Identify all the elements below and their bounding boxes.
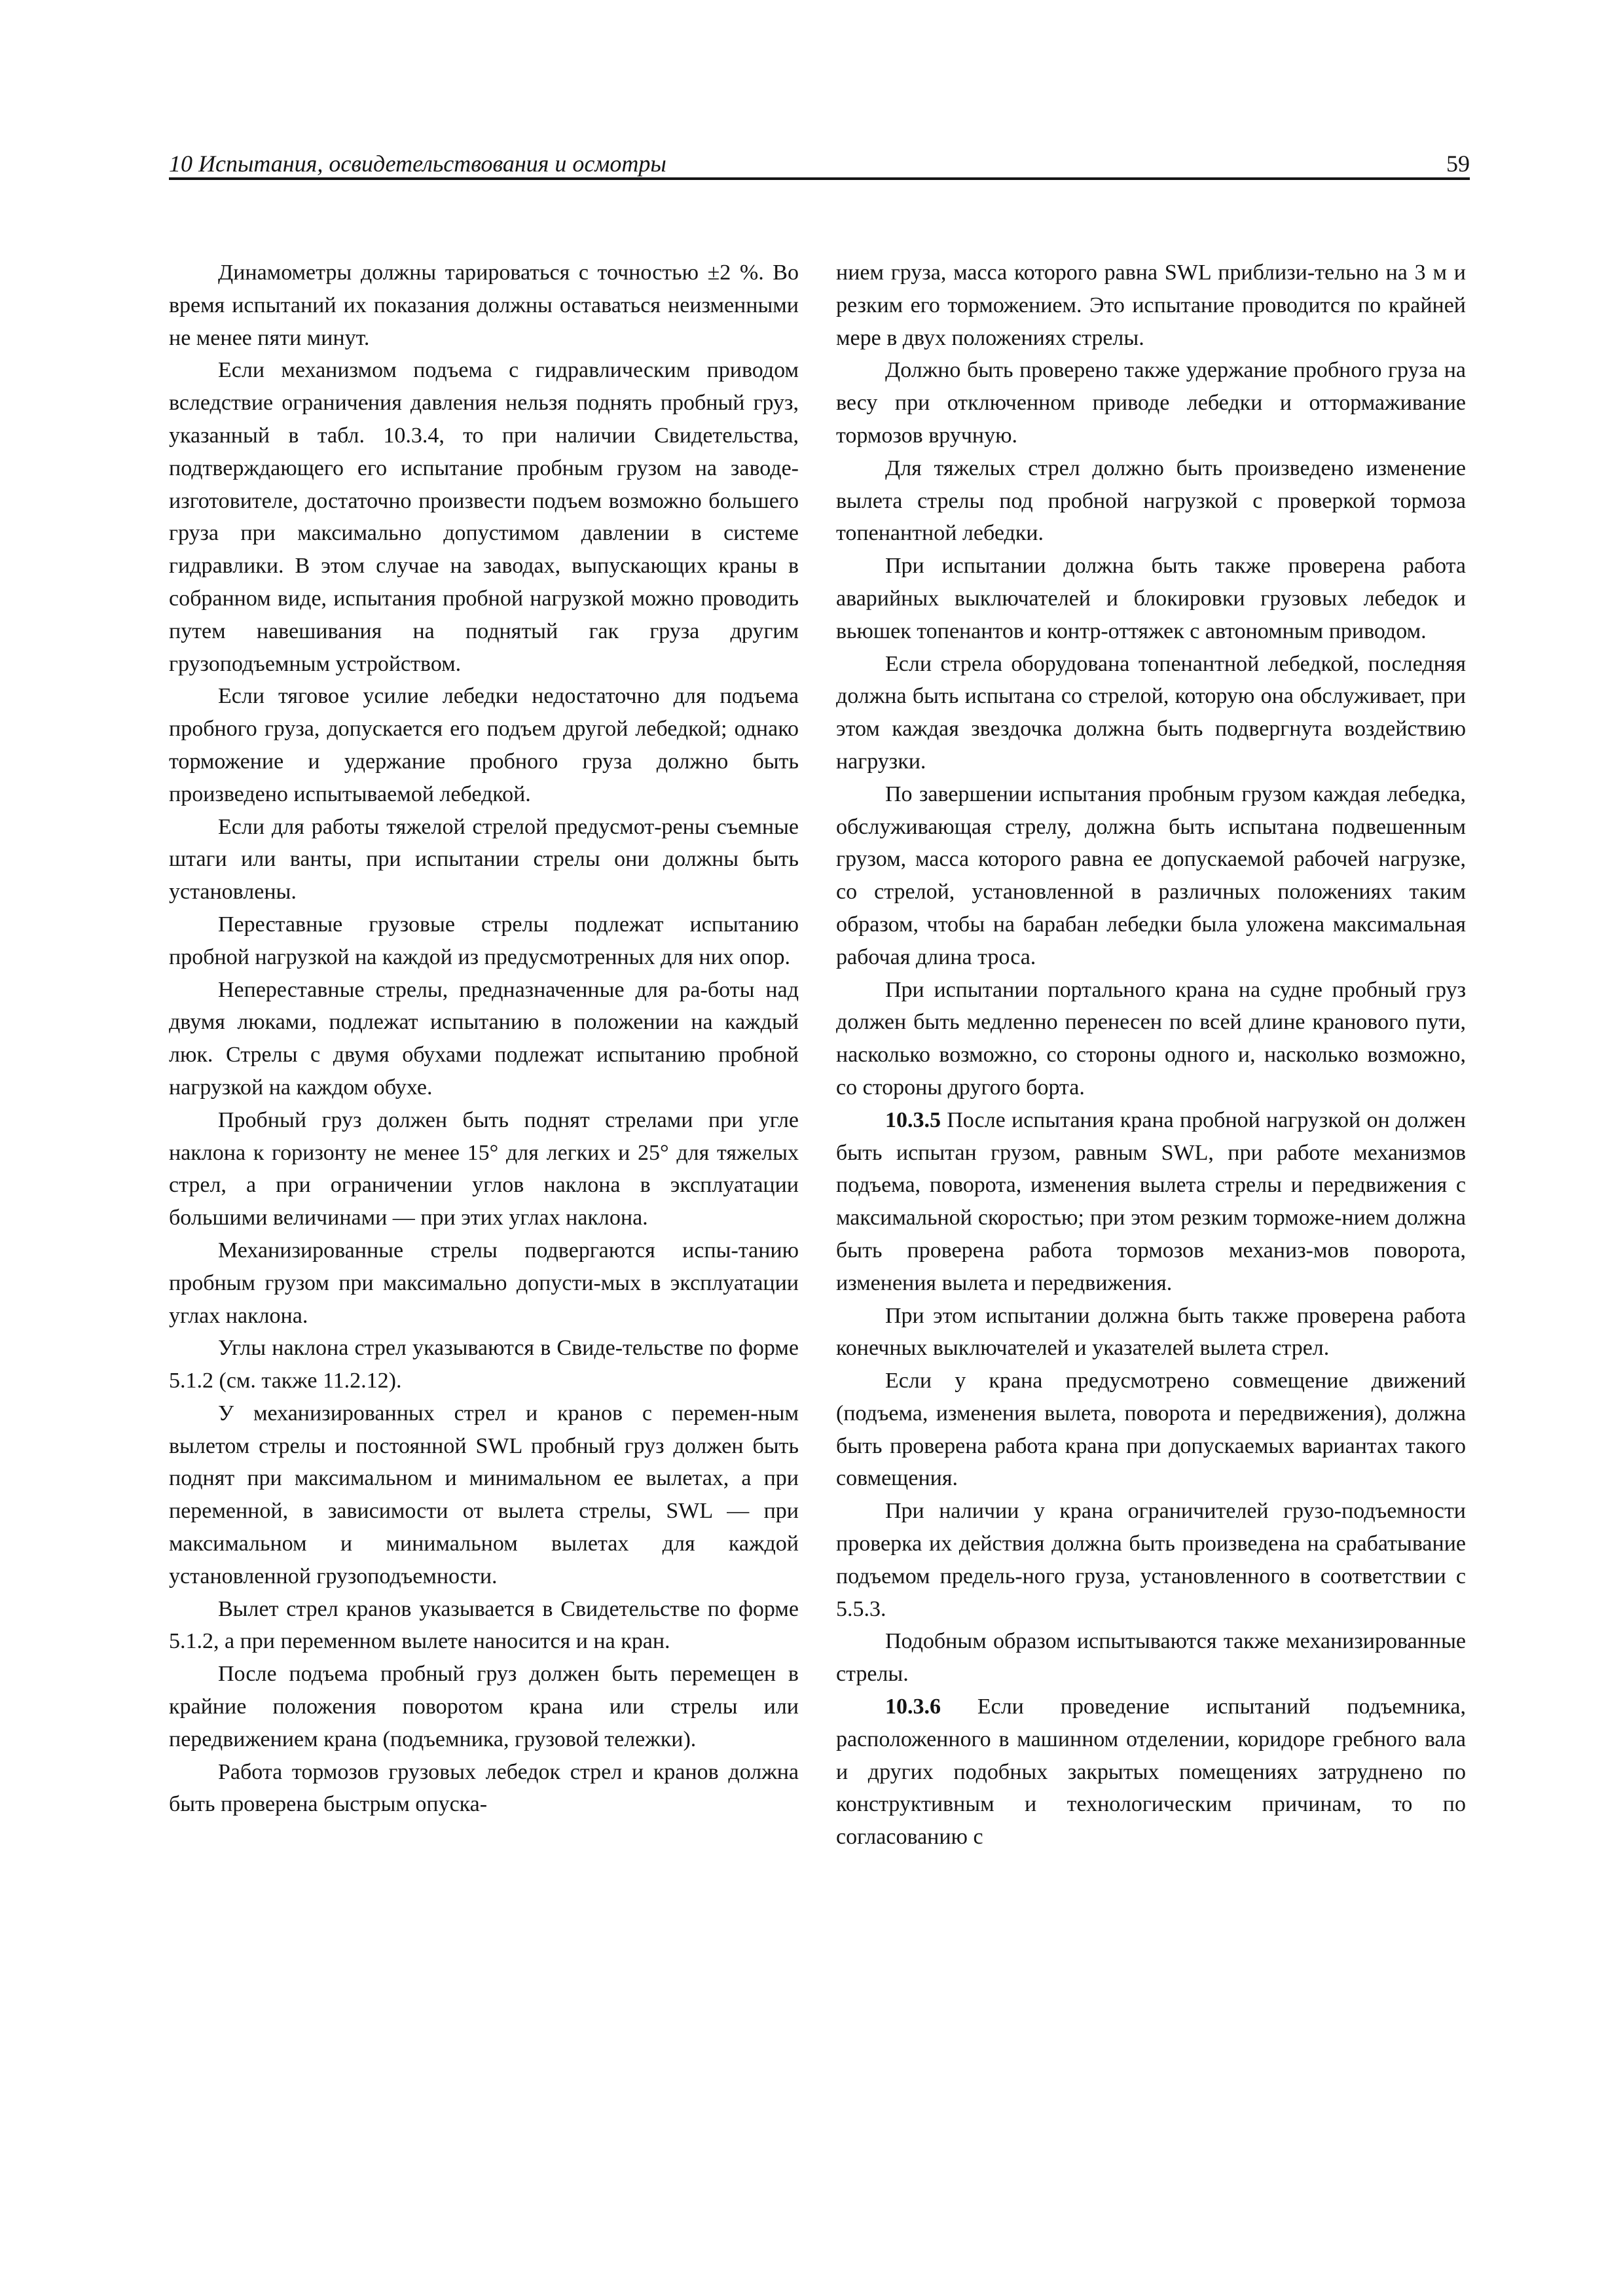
paragraph: Если механизмом подъема с гидравлическим приводом вследствие ограничения давления нельзя поднять пробный груз, указанный в табл. 10.3.4, то при наличии Свидетельства, подтверждающего его испытание пробным грузом на заводе-изготовителе, достаточно произвести подъем возможно большего груза при максимально допустимом давлении в системе гидравлики. В этом случае на заводах, выпускающих краны в собранном виде, испытания пробной нагрузкой можно проводить путем навешивания на поднятый гак груза другим грузоподъемным устройством. [169, 358, 799, 676]
paragraph: Механизированные стрелы подвергаются испы-танию пробным грузом при максимально допусти-мых в эксплуатации углах наклона. [169, 1238, 799, 1328]
paragraph-text: После испытания крана пробной нагрузкой он должен быть испытан грузом, равным SWL, при работе механизмов подъема, поворота, изменения вылета стрелы и передвижения с максимальной скоростью; при этом резким торможе-нием должна быть проверена работа тормозов механиз-мов поворота, изменения вылета и передвижения. [836, 1107, 1466, 1295]
right-column [836, 257, 1466, 1854]
paragraph: нием груза, масса которого равна SWL приблизи-тельно на 3 м и резким его торможением. Это испытание проводится по крайней мере в двух положениях стрелы. [836, 260, 1466, 350]
page-number: 59 [1446, 151, 1470, 177]
paragraph: Работа тормозов грузовых лебедок стрел и кранов должна быть проверена быстрым опуска- [169, 1759, 799, 1817]
paragraph: У механизированных стрел и кранов с перемен-ным вылетом стрелы и постоянной SWL пробный груз должен быть поднят при максимальном и минимальном ее вылетах, а при переменной, в зависимости от вылета стрелы, SWL — при максимальном и минимальном вылетах для каждой установленной грузоподъемности. [169, 1401, 799, 1588]
paragraph: Непереставные стрелы, предназначенные для ра-боты над двумя люками, подлежат испытанию в положении на каждый люк. Стрелы с двумя обухами подлежат испытанию пробной нагрузкой на каждом обухе. [169, 977, 799, 1100]
paragraph-text: Если проведение испытаний подъемника, расположенного в машинном отделении, коридоре гребного вала и других подобных закрытых помещениях затруднено по конструктивным и технологическим причинам, то по согласованию с [836, 1695, 1466, 1850]
paragraph: По завершении испытания пробным грузом каждая лебедка, обслуживающая стрелу, должна быть испытана подвешенным грузом, масса которого равна ее допускаемой рабочей нагрузке, со стрелой, установленной в различных положениях таким образом, чтобы на барабан лебедки была уложена максимальная рабочая длина троса. [836, 781, 1466, 969]
paragraph: Если тяговое усилие лебедки недостаточно для подъема пробного груза, допускается его подъем другой лебедкой; однако торможение и удержание пробного груза должно быть произведено испытываемой лебедкой. [169, 684, 799, 806]
header-rule [169, 177, 1470, 180]
left-column [169, 257, 799, 1821]
paragraph: Пробный груз должен быть поднят стрелами при угле наклона к горизонту не менее 15° для легких и 25° для тяжелых стрел, а при ограничении углов наклона в эксплуатации большими величинами — при этих углах наклона. [169, 1107, 799, 1230]
section-number: 10.3.5 [885, 1107, 941, 1132]
paragraph: Если у крана предусмотрено совмещение движений (подъема, изменения вылета, поворота и передвижения), должна быть проверена работа крана при допускаемых вариантах такого совмещения. [836, 1369, 1466, 1491]
paragraph: После подъема пробный груз должен быть перемещен в крайние положения поворотом крана или стрелы или передвижением крана (подъемника, грузовой тележки). [169, 1662, 799, 1751]
paragraph: Должно быть проверено также удержание пробного груза на весу при отключенном приводе лебедки и оттормаживание тормозов вручную. [836, 358, 1466, 448]
paragraph: Если стрела оборудована топенантной лебедкой, последняя должна быть испытана со стрелой, которую она обслуживает, при этом каждая звездочка должна быть подвергнута воздействию нагрузки. [836, 651, 1466, 774]
page-header [169, 149, 1470, 178]
paragraph: Переставные грузовые стрелы подлежат испытанию пробной нагрузкой на каждой из предусмотренных для них опор. [169, 912, 799, 969]
paragraph: Для тяжелых стрел должно быть произведено изменение вылета стрелы под пробной нагрузкой с проверкой тормоза топенантной лебедки. [836, 456, 1466, 546]
paragraph-10-3-6 [836, 1691, 1466, 1854]
running-head: 10 Испытания, освидетельствования и осмотры [169, 151, 666, 177]
paragraph: Если для работы тяжелой стрелой предусмот-рены съемные штаги или ванты, при испытании стрелы они должны быть установлены. [169, 814, 799, 905]
paragraph: При испытании портального крана на судне пробный груз должен быть медленно перенесен по всей длине кранового пути, насколько возможно, со стороны одного и, насколько возможно, со стороны другого борта. [836, 977, 1466, 1100]
paragraph: При испытании должна быть также проверена работа аварийных выключателей и блокировки грузовых лебедок и вьюшек топенантов и контр-оттяжек с автономным приводом. [836, 554, 1466, 643]
paragraph: При этом испытании должна быть также проверена работа конечных выключателей и указателей вылета стрел. [836, 1303, 1466, 1361]
paragraph: Вылет стрел кранов указывается в Свидетельстве по форме 5.1.2, а при переменном вылете наносится и на кран. [169, 1596, 799, 1654]
paragraph: Углы наклона стрел указываются в Свиде-тельстве по форме 5.1.2 (см. также 11.2.12). [169, 1336, 799, 1393]
paragraph: Динамометры должны тарироваться с точностью ±2 %. Во время испытаний их показания должны оставаться неизменными не менее пяти минут. [169, 260, 799, 350]
paragraph: Подобным образом испытываются также механизированные стрелы. [836, 1629, 1466, 1687]
section-number: 10.3.6 [885, 1695, 941, 1719]
paragraph-10-3-5 [836, 1104, 1466, 1300]
paragraph: При наличии у крана ограничителей грузо-подъемности проверка их действия должна быть произведена на срабатывание подъемом предель-ного груза, установленного в соответствии с 5.5.3. [836, 1499, 1466, 1621]
